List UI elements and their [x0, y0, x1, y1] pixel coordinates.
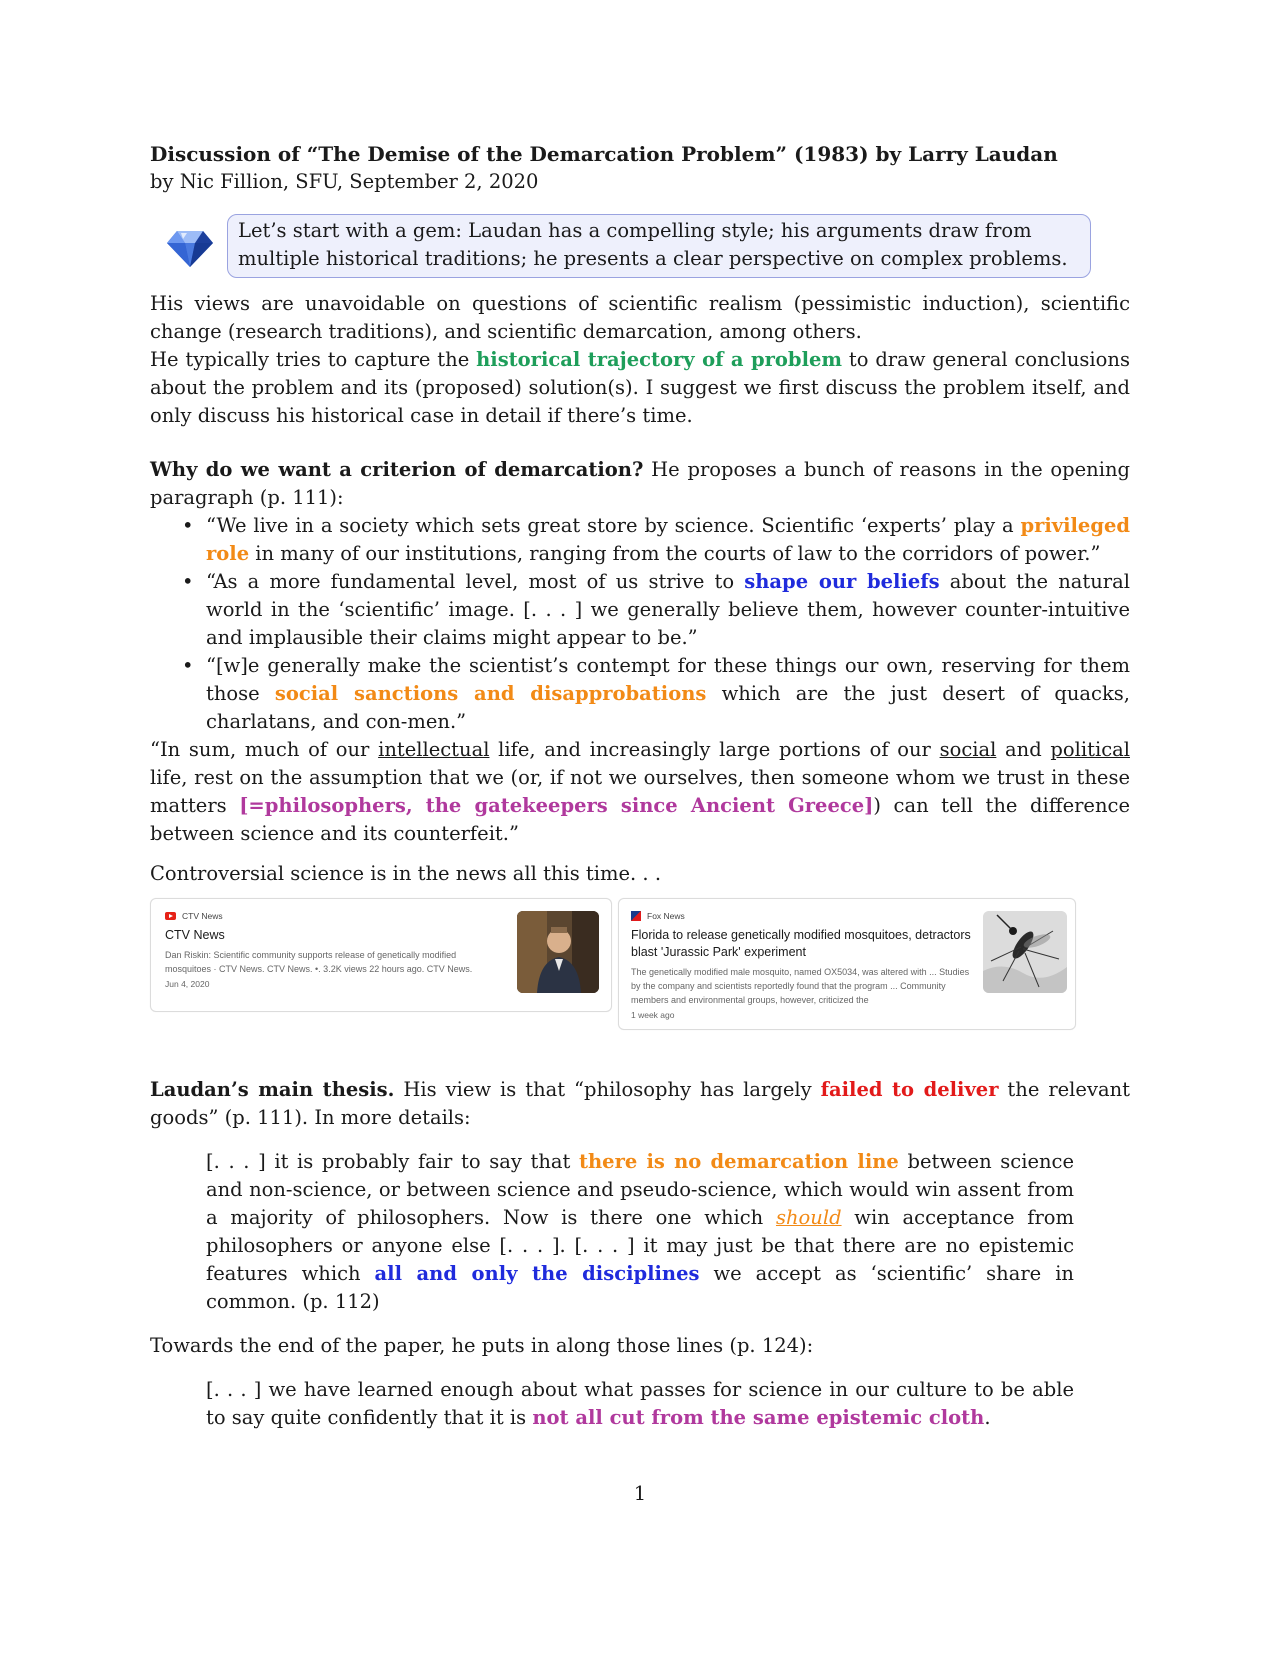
why-lead-paragraph — [150, 456, 1130, 512]
text-run: in many of our institutions, ranging from the courts of law to the corridors of power.” — [249, 542, 1101, 565]
highlight-shape-our-beliefs: shape our beliefs — [744, 570, 940, 593]
text-run: “[w]e generally make the scientist’s contempt for these things our own, reserving for them those — [206, 654, 1130, 705]
highlight-epistemic-cloth: not all cut from the same epistemic cloth — [532, 1406, 985, 1429]
towards-end-paragraph: Towards the end of the paper, he puts in along those lines (p. 124): — [150, 1334, 814, 1357]
news-cards — [150, 898, 1130, 1030]
highlight-privileged-role: privileged role — [206, 514, 1130, 565]
text-run: we accept as ‘scientific’ share in common. (p. 112) — [206, 1262, 1074, 1313]
underlined-intellectual: intellectual — [378, 738, 490, 761]
news-source-ctv — [165, 911, 495, 921]
news-card-ctv[interactable] — [150, 898, 612, 1012]
highlight-all-and-only: all and only the disciplines — [374, 1262, 700, 1285]
text-run: about the natural world in the ‘scientific’ image. [. . . ] we generally believe them, however counter-intuitive and implausible their claims might appear to be.” — [206, 570, 1130, 649]
block-quote-2 — [206, 1376, 1074, 1432]
text-run: He typically tries to capture the — [150, 348, 477, 371]
underlined-political: political — [1050, 738, 1130, 761]
in-sum-paragraph — [150, 736, 1130, 848]
highlight-philosophers-gatekeepers: [=philosophers, the gatekeepers since Ancient Greece] — [239, 794, 874, 817]
text-run: which are the just desert of quacks, charlatans, and con-men.” — [206, 682, 1130, 733]
news-source-fox — [631, 911, 973, 921]
news-section — [150, 860, 1130, 1030]
news-date: 1 week ago — [631, 1010, 675, 1020]
gem-box: Let’s start with a gem: Laudan has a compelling style; his arguments draw from multiple historical traditions; he presents a clear perspective on complex problems. — [227, 214, 1091, 278]
text-run: He proposes a bunch of reasons in the opening paragraph (p. 111): — [150, 458, 1130, 509]
list-item — [206, 568, 1130, 652]
person-photo-icon — [517, 911, 599, 993]
text-run: [. . . ] it is probably fair to say that — [206, 1150, 579, 1173]
news-date: Jun 4, 2020 — [165, 979, 210, 989]
text-run: life, and increasingly large portions of our — [489, 738, 940, 761]
text-run: and — [996, 738, 1051, 761]
text-run: “In sum, much of our — [150, 738, 379, 761]
news-snippet: Dan Riskin: Scientific community supports release of genetically modified mosquitoes · CTV News. CTV News. •. 3.2K views 22 hours ago. CTV News. — [165, 950, 473, 974]
text-run: win acceptance from philosophers or anyone else [. . . ]. [. . . ] it may just be that there are no epistemic features which — [206, 1206, 1074, 1285]
news-headline[interactable]: Florida to release genetically modified mosquitoes, detractors blast 'Jurassic Park' experiment — [631, 928, 971, 959]
section-heading-why: Why do we want a criterion of demarcation? — [150, 458, 644, 481]
text-run: life, rest on the assumption that we (or, if not we ourselves, then someone whom we trust in these matters — [150, 766, 1130, 817]
youtube-icon — [165, 912, 176, 920]
block-quote-1 — [206, 1148, 1074, 1316]
news-thumbnail-fox[interactable] — [983, 911, 1067, 993]
highlight-no-demarcation-line: there is no demarcation line — [578, 1150, 899, 1173]
underlined-social: social — [939, 738, 997, 761]
text-run: ) can tell the difference between science and its counterfeit.” — [150, 794, 1130, 845]
mosquito-photo-icon — [983, 911, 1067, 993]
why-section — [150, 456, 1130, 848]
news-snippet: The genetically modified male mosquito, named OX5034, was altered with ... Studies by the company and scientists reportedly found that the program ... Community members and environmental groups, however, criticized the — [631, 967, 970, 1005]
text-run: His view is that “philosophy has largely — [394, 1078, 821, 1101]
reasons-list — [150, 512, 1130, 736]
highlight-historical-trajectory: historical trajectory of a problem — [476, 348, 843, 371]
text-run: “As a more fundamental level, most of us strive to — [206, 570, 745, 593]
highlight-should: should — [775, 1206, 842, 1229]
fox-news-logo-icon — [631, 911, 641, 921]
byline: by Nic Fillion, SFU, September 2, 2020 — [150, 170, 539, 193]
highlight-failed-to-deliver: failed to deliver — [820, 1078, 999, 1101]
text-run: between science and non-science, or between science and pseudo-science, which would win assent from a majority of philosophers. Now is there one which — [206, 1150, 1075, 1229]
document-title: Discussion of “The Demise of the Demarcation Problem” (1983) by Larry Laudan — [150, 142, 1058, 166]
news-card-fox[interactable] — [618, 898, 1076, 1030]
news-source-label: CTV News — [182, 911, 223, 921]
highlight-social-sanctions: social sanctions and disapprobations — [274, 682, 707, 705]
section-heading-thesis: Laudan’s main thesis. — [150, 1078, 395, 1101]
list-item — [206, 512, 1130, 568]
news-thumbnail-ctv[interactable] — [517, 911, 599, 993]
text-run: [. . . ] we have learned enough about what passes for science in our culture to be able to say quite confidently that it is — [206, 1378, 1074, 1429]
document-page — [150, 140, 1130, 1432]
thesis-lead-paragraph — [150, 1076, 1130, 1132]
thesis-section — [150, 1076, 1130, 1432]
page-number: 1 — [633, 1482, 647, 1505]
text-run: . — [984, 1406, 991, 1429]
intro-paragraph-2 — [150, 346, 1130, 430]
text-run: “We live in a society which sets great store by science. Scientific ‘experts’ play a — [206, 514, 1021, 537]
news-lead: Controversial science is in the news all this time. . . — [150, 862, 662, 885]
gem-icon — [165, 221, 215, 271]
text-run: the relevant goods” (p. 111). In more details: — [150, 1078, 1130, 1129]
intro-section — [150, 290, 1130, 430]
news-source-label: Fox News — [647, 911, 685, 921]
text-run: to draw general conclusions about the problem and its (proposed) solution(s). I suggest we first discuss the problem itself, and only discuss his historical case in detail if there’s time. — [150, 348, 1130, 427]
list-item — [206, 652, 1130, 736]
intro-paragraph-1: His views are unavoidable on questions of scientific realism (pessimistic induction), scientific change (research traditions), and scientific demarcation, among others. — [150, 292, 1130, 343]
news-headline[interactable]: CTV News — [165, 928, 225, 942]
gem-callout — [165, 214, 1130, 278]
